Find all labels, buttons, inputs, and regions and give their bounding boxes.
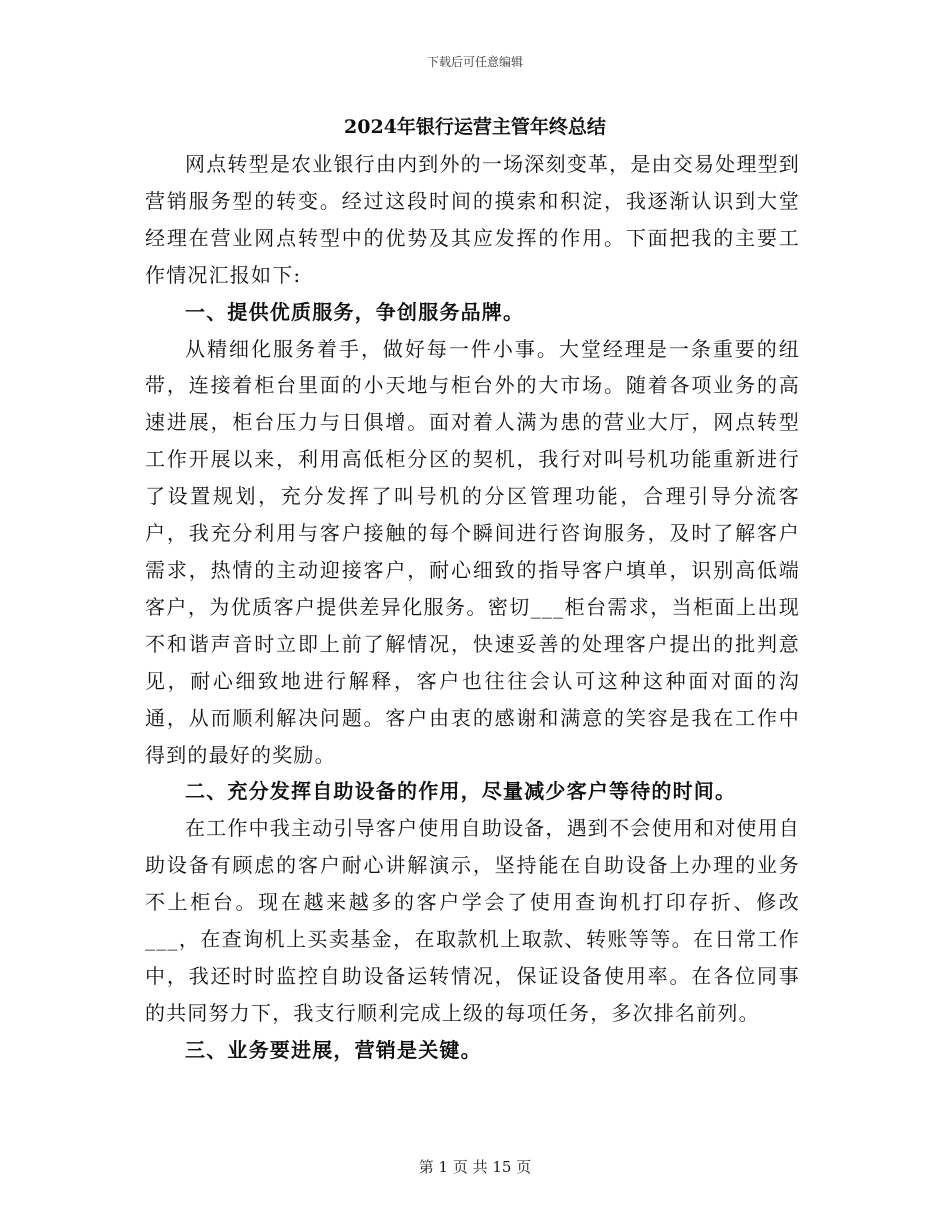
section-heading-2: 二、充分发挥自助设备的作用，尽量减少客户等待的时间。 [185,779,737,804]
section-2-paragraph: 在工作中我主动引导客户使用自助设备，遇到不会使用和对使用自助设备有顾虑的客户耐心讲解演示，坚持能在自助设备上办理的业务不上柜台。现在越来越多的客户学会了使用查询机打印存折、修改___，在查询机上买卖基金，在取款机上取款、转账等等。在日常工作中，我还时时监控自助设备运转情况，保证设备使用率。在各位同事的共同努力下，我支行顺利完成上级的每项任务，多次排名前列。 [145,816,800,1025]
page-header-note: 下载后可任意编辑 [426,55,523,69]
intro-paragraph: 网点转型是农业银行由内到外的一场深刻变革，是由交易处理型到营销服务型的转变。经过这段时间的摸索和积淀，我逐渐认识到大堂经理在营业网点转型中的优势及其应发挥的作用。下面把我的主要工作情况汇报如下: [145,152,800,287]
section-1-paragraph: 从精细化服务着手，做好每一件小事。大堂经理是一条重要的纽带，连接着柜台里面的小天地与柜台外的大市场。随着各项业务的高速进展，柜台压力与日俱增。面对着人满为患的营业大厅，网点转型工作开展以来，利用高低柜分区的契机，我行对叫号机功能重新进行了设置规划，充分发挥了叫号机的分区管理功能，合理引导分流客户，我充分利用与客户接触的每个瞬间进行咨询服务，及时了解客户需求，热情的主动迎接客户，耐心细致的指导客户填单，识别高低端客户，为优质客户提供差异化服务。密切___柜台需求，当柜面上出现不和谐声音时立即上前了解情况，快速妥善的处理客户提出的批判意见，耐心细致地进行解释，客户也往往会认可这种这种面对面的沟通，从而顺利解决问题。客户由衷的感谢和满意的笑容是我在工作中得到的最好的奖励。 [145,336,800,767]
document-body [145,146,800,1069]
section-heading-1: 一、提供优质服务，争创服务品牌。 [185,299,525,324]
page-number-footer: 第 1 页 共 15 页 [418,1158,532,1176]
document-title: 2024年银行运营主管年终总结 [344,116,606,138]
section-heading-3: 三、业务要进展，营销是关键。 [185,1037,482,1062]
